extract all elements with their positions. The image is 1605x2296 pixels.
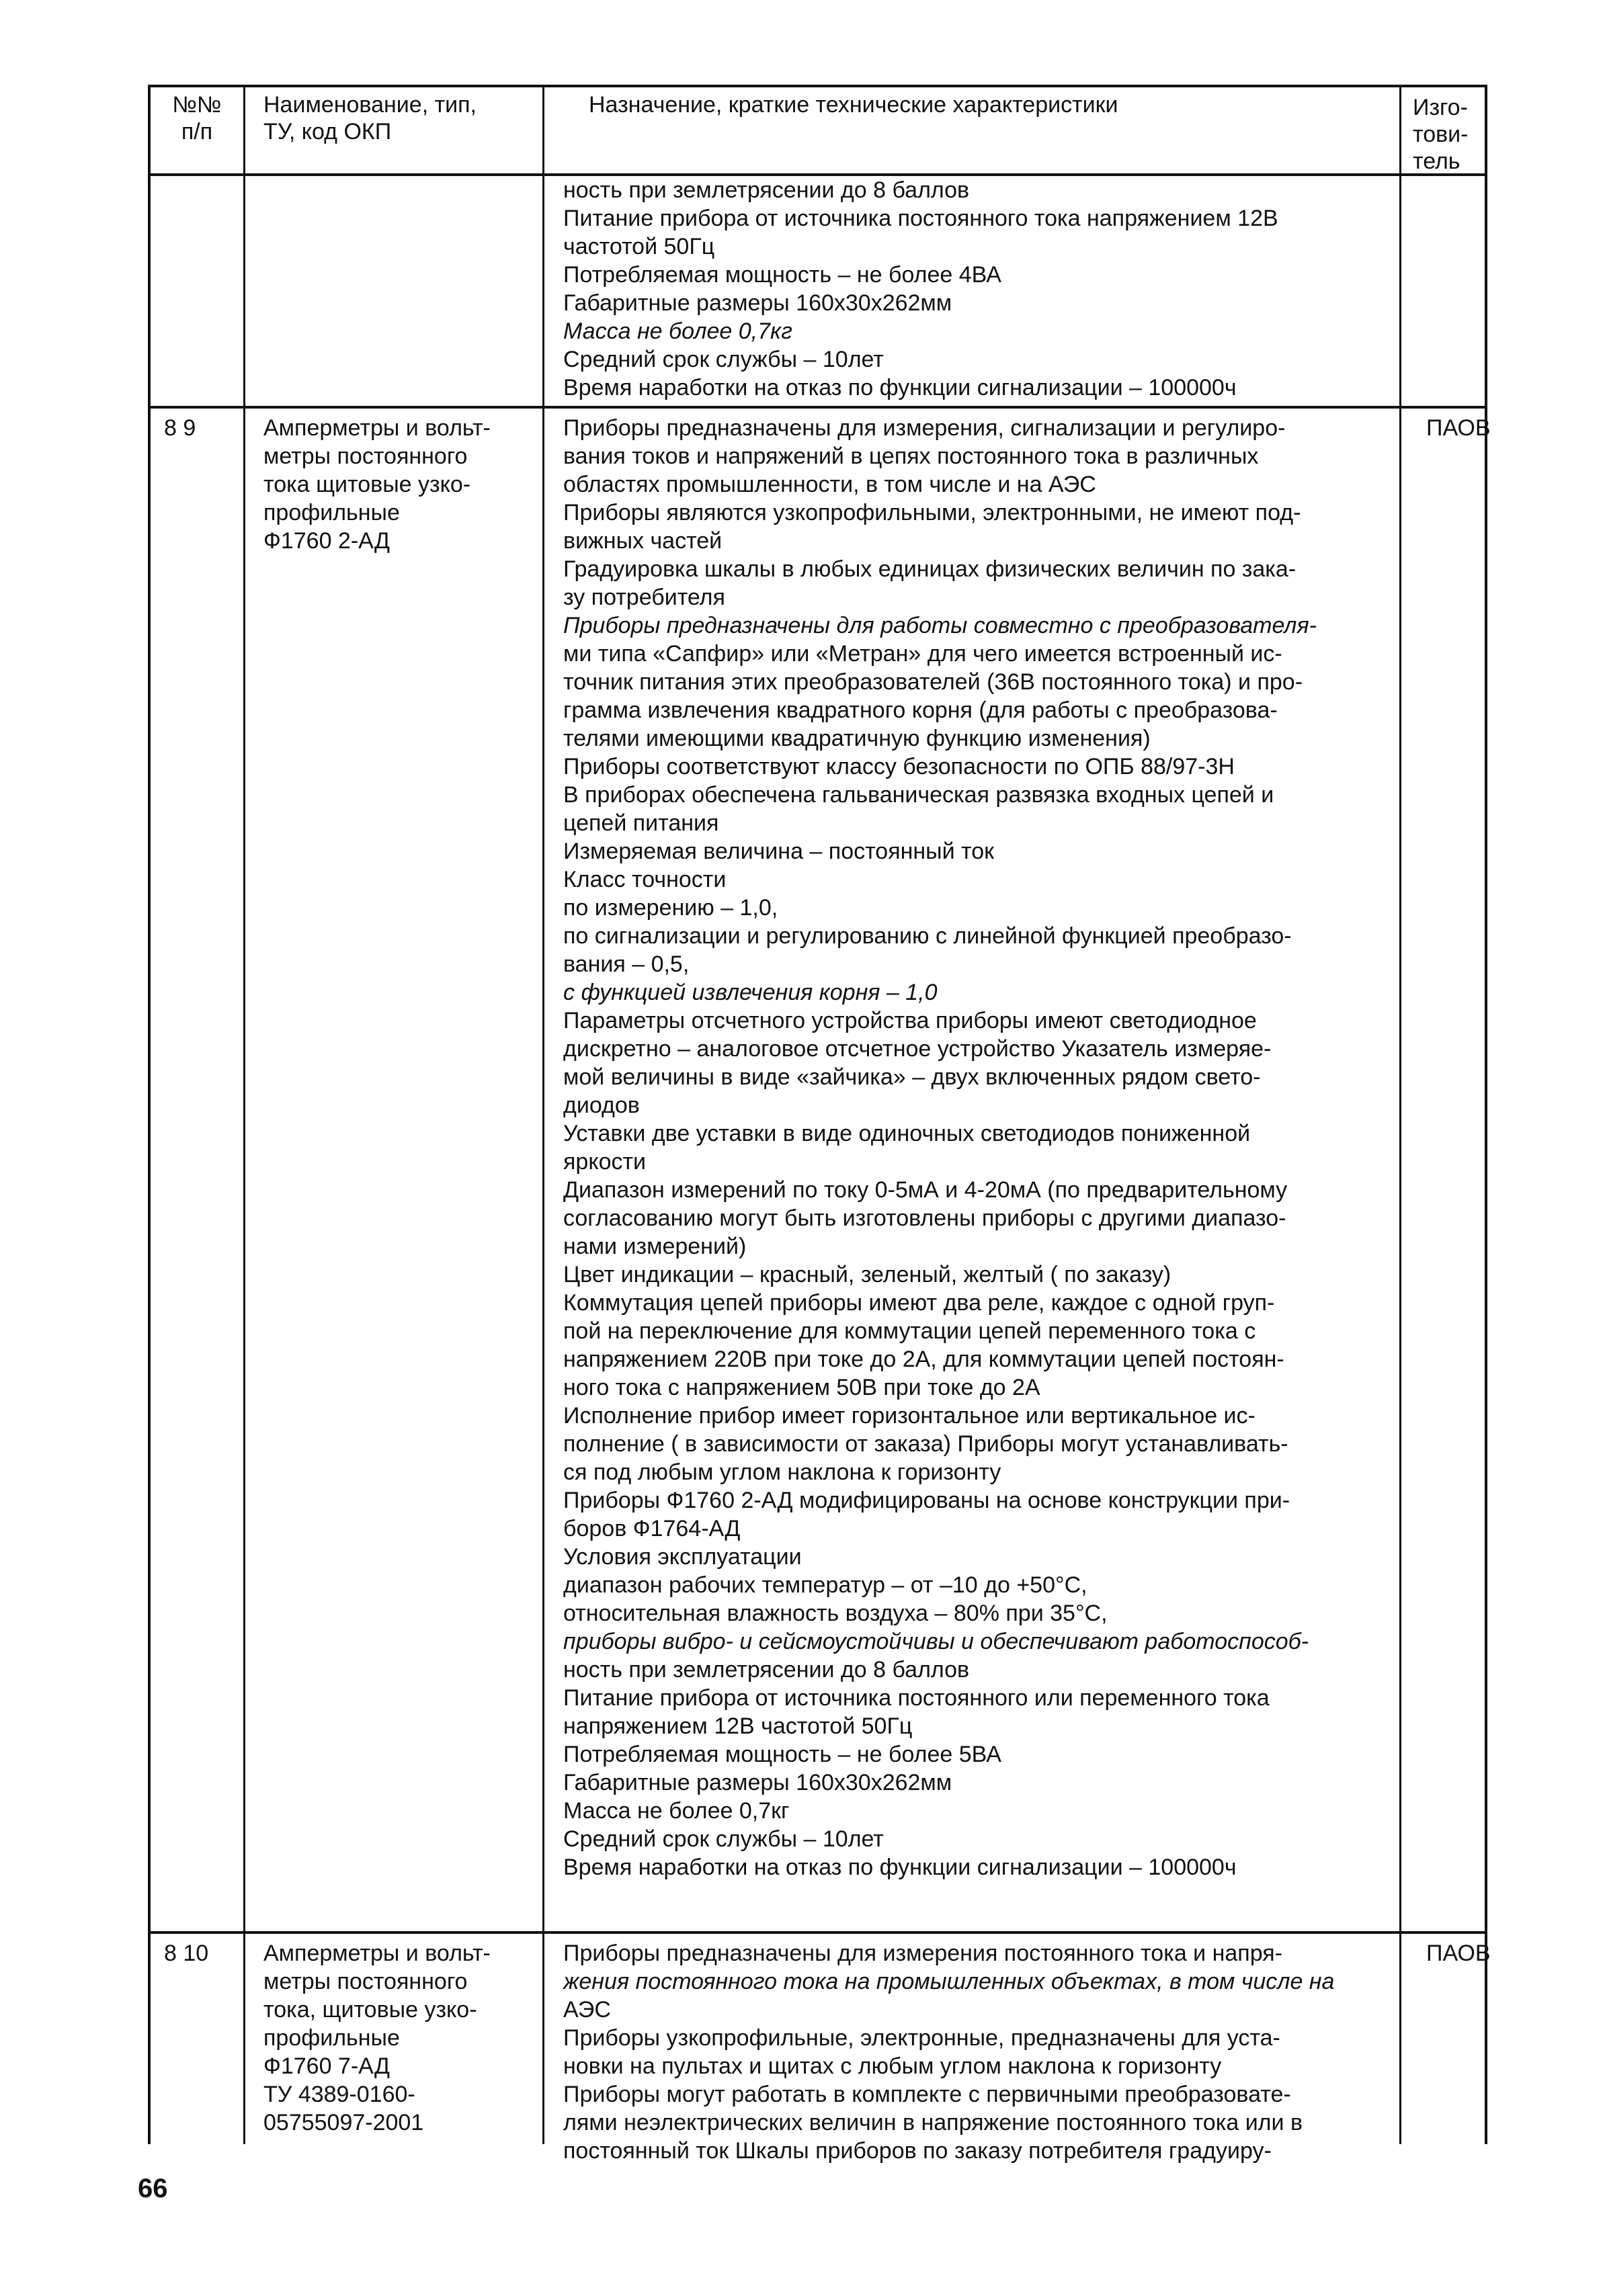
description-line: Потребляемая мощность – не более 5ВА [563, 1742, 1001, 1767]
name-line: метры постоянного [263, 443, 468, 469]
description-line: грамма извлечения квадратного корня (для работы с преобразова- [563, 697, 1278, 723]
column-divider [542, 87, 544, 2144]
description-line: Приборы предназначены для работы совместно с преобразователя- [563, 613, 1317, 638]
description-line: Масса не более 0,7кг [563, 1798, 790, 1824]
description-line: Потребляемая мощность – не более 4ВА [563, 262, 1001, 288]
description-line: Условия эксплуатации [563, 1544, 802, 1570]
description-line: полнение ( в зависимости от заказа) Приборы могут устанавливать- [563, 1431, 1288, 1457]
description-line: областях промышленности, в том числе и на АЭС [563, 472, 1096, 497]
name-line: тока, щитовые узко- [263, 1997, 477, 2023]
column-divider [1399, 87, 1401, 2144]
description-line: ного тока с напряжением 50В при токе до 2А [563, 1375, 1040, 1400]
header-num: №№ п/п [172, 92, 222, 144]
description-line: нами измерений) [563, 1234, 747, 1259]
name-line: Амперметры и вольт- [263, 415, 491, 441]
description-line: Приборы узкопрофильные, электронные, предназначены для уста- [563, 2025, 1280, 2051]
description-line: Приборы соответствуют классу безопасности по ОПБ 88/97-3Н [563, 754, 1235, 779]
description-line: АЭС [563, 1997, 611, 2023]
description-line: Габаритные размеры 160х30х262мм [563, 290, 952, 316]
description-line: диапазон рабочих температур – от –10 до +50°С, [563, 1572, 1087, 1598]
description-line: пой на переключение для коммутации цепей переменного тока с [563, 1318, 1256, 1344]
description-line: напряжением 12В частотой 50Гц [563, 1713, 913, 1739]
page-number: 66 [138, 2174, 168, 2203]
name-line: профильные [263, 2025, 400, 2051]
description-line: Время наработки на отказ по функции сигнализации – 100000ч [563, 1855, 1237, 1880]
description-line: ность при землетрясении до 8 баллов [563, 177, 970, 203]
row-continuation-description [563, 176, 1278, 402]
description-line: ми типа «Сапфир» или «Метран» для чего имеется встроенный ис- [563, 641, 1282, 667]
description-line: вания токов и напряжений в цепях постоянного тока в различных [563, 443, 1259, 469]
description-line: Класс точности [563, 867, 727, 892]
name-line: метры постоянного [263, 1969, 468, 1994]
description-line: Приборы предназначены для измерения, сигнализации и регулиро- [563, 415, 1286, 441]
item-description [563, 414, 1317, 1881]
description-line: Время наработки на отказ по функции сигнализации – 100000ч [563, 375, 1237, 400]
description-line: Приборы являются узкопрофильными, электронными, не имеют под- [563, 500, 1301, 525]
description-line: Коммутация цепей приборы имеют два реле, каждое с одной груп- [563, 1290, 1275, 1316]
description-line: диодов [563, 1093, 640, 1118]
row-number: 8 9 [164, 415, 196, 441]
description-line: по сигнализации и регулированию с линейной функцией преобразо- [563, 923, 1292, 949]
item-name [263, 1939, 491, 2137]
name-line: Амперметры и вольт- [263, 1941, 491, 1966]
description-line: Уставки две уставки в виде одиночных светодиодов пониженной [563, 1121, 1251, 1146]
description-line: Питание прибора от источника постоянного или переменного тока [563, 1685, 1270, 1711]
description-line: Средний срок службы – 10лет [563, 347, 884, 372]
header-purpose: Назначение, краткие технические характеристики [589, 92, 1118, 118]
description-line: согласованию могут быть изготовлены приборы с другими диапазо- [563, 1205, 1286, 1231]
description-line: дискретно – аналоговое отсчетное устройство Указатель измеряе- [563, 1036, 1272, 1062]
description-line: лями неэлектрических величин в напряжение постоянного тока или в [563, 2110, 1303, 2135]
description-line: с функцией извлечения корня – 1,0 [563, 980, 938, 1005]
description-line: Исполнение прибор имеет горизонтальное или вертикальное ис- [563, 1403, 1256, 1429]
description-line: зу потребителя [563, 585, 725, 610]
manufacturer: ПАОВ [1426, 1941, 1491, 1966]
description-line: Приборы могут работать в комплекте с первичными преобразовате- [563, 2082, 1291, 2107]
description-line: ность при землетрясении до 8 баллов [563, 1657, 970, 1683]
description-line: Цвет индикации – красный, зеленый, желтый ( по заказу) [563, 1262, 1171, 1287]
item-description [563, 1939, 1334, 2165]
description-line: Средний срок службы – 10лет [563, 1826, 884, 1852]
description-line: цепей питания [563, 810, 719, 836]
description-line: Градуировка шкалы в любых единицах физических величин по зака- [563, 556, 1297, 582]
description-line: жения постоянного тока на промышленных объектах, в том числе на [563, 1969, 1335, 1994]
description-line: постоянный ток Шкалы приборов по заказу потребителя градуиру- [563, 2138, 1272, 2164]
name-line: профильные [263, 500, 400, 525]
description-line: точник питания этих преобразователей (36В постоянного тока) и про- [563, 669, 1303, 695]
description-line: мой величины в виде «зайчика» – двух включенных рядом свето- [563, 1064, 1261, 1090]
description-line: частотой 50Гц [563, 234, 715, 259]
description-line: приборы вибро- и сейсмоустойчивы и обеспечивают работоспособ- [563, 1629, 1309, 1654]
description-line: Диапазон измерений по току 0-5мА и 4-20мА (по предварительному [563, 1177, 1288, 1203]
description-line: ся под любым углом наклона к горизонту [563, 1459, 1001, 1485]
name-line: ТУ 4389-0160- [263, 2082, 415, 2107]
description-line: Питание прибора от источника постоянного тока напряжением 12В [563, 206, 1278, 231]
name-line: Ф1760 2-АД [263, 528, 390, 554]
description-line: напряжением 220В при токе до 2А, для коммутации цепей постоян- [563, 1347, 1284, 1372]
row-number: 8 10 [164, 1941, 209, 1966]
description-line: новки на пультах и щитах с любым углом наклона к горизонту [563, 2053, 1222, 2079]
description-line: по измерению – 1,0, [563, 895, 778, 921]
description-line: Измеряемая величина – постоянный ток [563, 839, 995, 864]
header-maker: Изго- тови- тель [1413, 95, 1469, 174]
description-line: вижных частей [563, 528, 723, 554]
name-line: 05755097-2001 [263, 2110, 424, 2135]
description-line: Масса не более 0,7кг [563, 318, 792, 344]
description-line: В приборах обеспечена гальваническая развязка входных цепей и [563, 782, 1274, 808]
table-frame [148, 85, 1491, 2164]
row-divider [151, 1931, 1485, 1934]
description-line: яркости [563, 1149, 647, 1175]
description-line: телями имеющими квадратичную функцию изменения) [563, 726, 1151, 751]
column-divider [243, 87, 245, 2144]
name-line: Ф1760 7-АД [263, 2053, 390, 2079]
header-name: Наименование, тип, ТУ, код ОКП [263, 92, 477, 144]
row-divider [151, 406, 1485, 409]
description-line: боров Ф1764-АД [563, 1516, 741, 1541]
item-name [263, 414, 491, 555]
name-line: тока щитовые узко- [263, 472, 471, 497]
manufacturer: ПАОВ [1426, 415, 1491, 441]
description-line: Приборы предназначены для измерения постоянного тока и напря- [563, 1941, 1282, 1966]
description-line: Параметры отсчетного устройства приборы имеют светодиодное [563, 1008, 1257, 1033]
description-line: вания – 0,5, [563, 951, 690, 977]
description-line: Габаритные размеры 160х30х262мм [563, 1770, 952, 1795]
description-line: Приборы Ф1760 2-АД модифицированы на основе конструкции при- [563, 1488, 1290, 1513]
description-line: относительная влажность воздуха – 80% при 35°С, [563, 1601, 1108, 1626]
